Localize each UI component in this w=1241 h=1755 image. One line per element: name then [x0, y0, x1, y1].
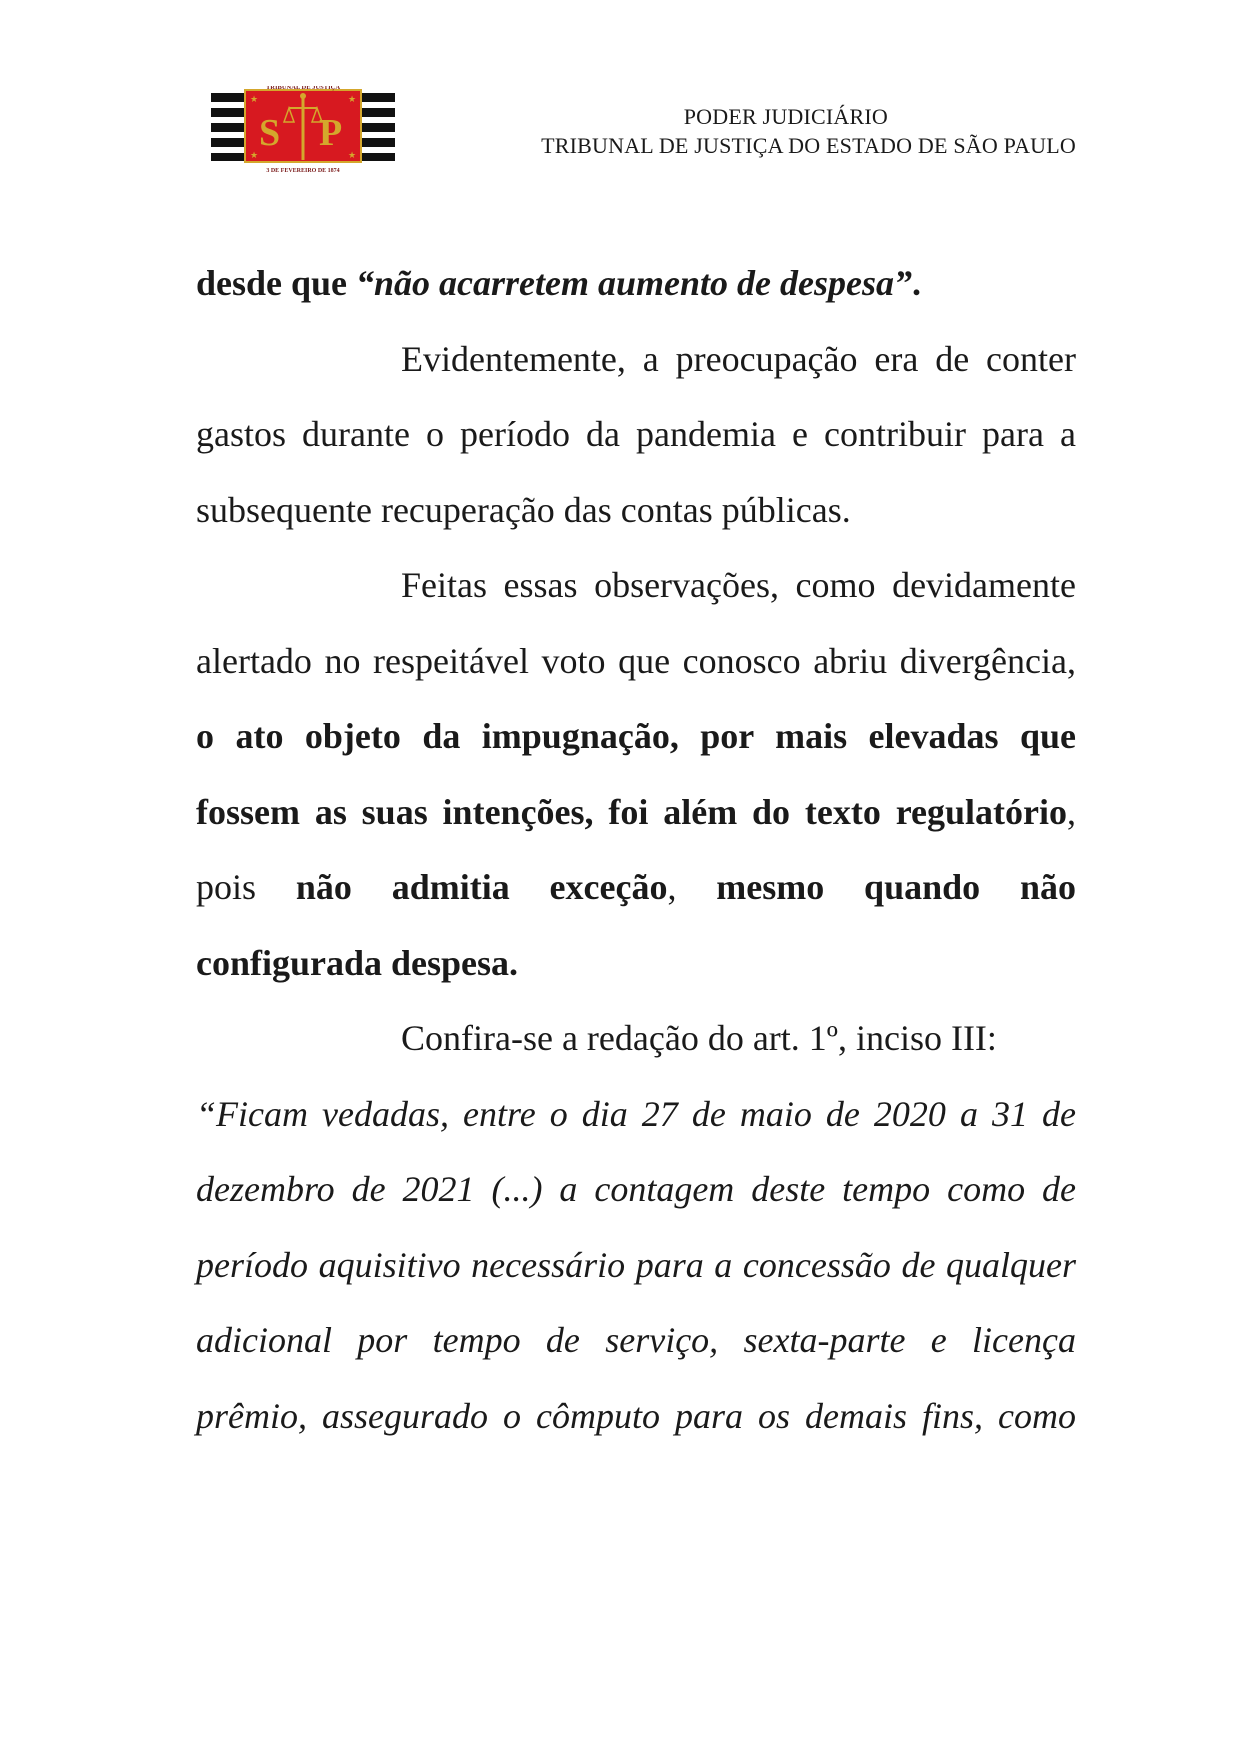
p3-text-a: Feitas essas observações, como devidamente alertado no respeitável voto que conosco abriu divergência, [196, 565, 1076, 681]
tjsp-seal-logo [211, 86, 395, 186]
p3-text-c: , pois [196, 791, 1076, 907]
paragraph-4: Confira-se a redação do art. 1º, inciso III: [401, 1018, 997, 1058]
p3-bold-b: o ato objeto da impugnação, por mais elevadas que fossem as suas intenções, foi além do texto regulatório [196, 716, 1076, 832]
p1-quote: “não acarretem aumento de despesa” [356, 263, 912, 303]
p1-lead: desde que [196, 263, 357, 303]
document-header [460, 102, 1076, 160]
seal-letter-right: P [319, 112, 343, 154]
document-body [196, 246, 1076, 1454]
paragraph-3 [196, 548, 1076, 1001]
seal-stripes-right [361, 93, 395, 161]
seal-letter-left: S [259, 112, 281, 154]
header-line-1: PODER JUDICIÁRIO [683, 104, 888, 129]
p3-text-e: , [667, 867, 717, 907]
svg-text:★: ★ [348, 95, 357, 105]
paragraph-1 [196, 246, 1076, 322]
p1-end: . [912, 263, 921, 303]
quoted-regulation: “Ficam vedadas, entre o dia 27 de maio de 2020 a 31 de dezembro de 2021 (...) a contagem deste tempo como de período aquisitivo necessário para a concessão de qualquer adicional por tempo de serviço, sexta-parte e licença prêmio, assegurado o cômputo para os demais fins, como [196, 1093, 1076, 1436]
p3-bold-d: não admitia exceção [295, 867, 668, 907]
seal-top-text: TRIBUNAL DE JUSTIÇA [265, 86, 341, 91]
svg-text:★: ★ [348, 151, 357, 161]
paragraph-2: Evidentemente, a preocupação era de conter gastos durante o período da pandemia e contribuir para a subsequente recuperação das contas públicas. [196, 338, 1076, 530]
seal-stripes-left [211, 93, 245, 161]
p3-bold-f: mesmo quando não configurada despesa. [196, 867, 1076, 983]
seal-bottom-text: 3 DE FEVEREIRO DE 1874 [266, 168, 340, 174]
svg-text:★: ★ [250, 151, 259, 161]
header-line-2: TRIBUNAL DE JUSTIÇA DO ESTADO DE SÃO PAULO [541, 133, 1076, 158]
svg-text:★: ★ [250, 95, 259, 105]
